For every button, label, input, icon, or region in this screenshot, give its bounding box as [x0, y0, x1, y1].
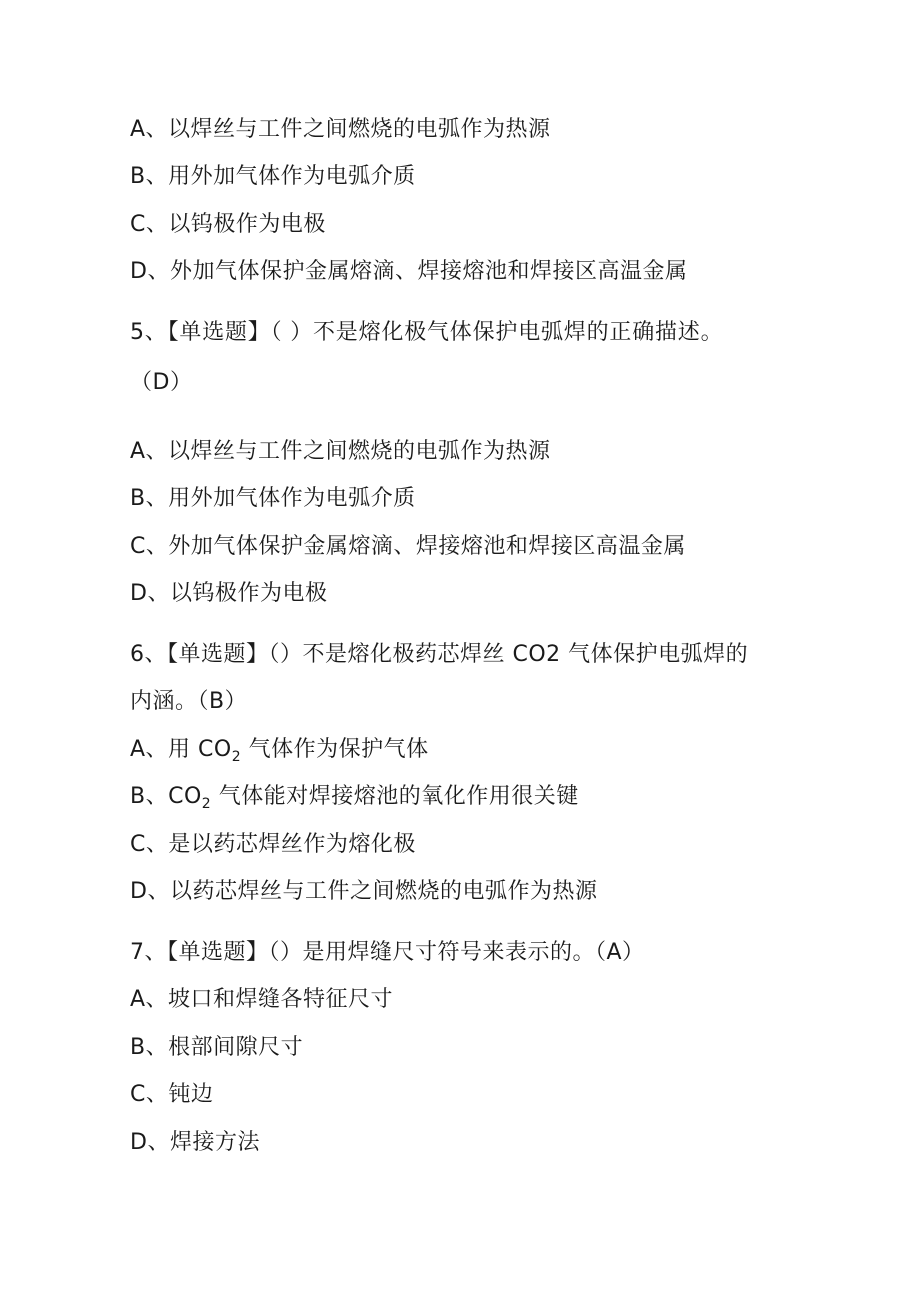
- q5-option-c: C、外加气体保护金属熔滴、焊接熔池和焊接区高温金属: [130, 534, 686, 559]
- q5-option-b: B、用外加气体作为电弧介质: [130, 486, 416, 511]
- q6-option-b: [130, 782, 579, 812]
- q4-option-b: B、用外加气体作为电弧介质: [130, 164, 416, 189]
- q6-stem-line1: 6、【单选题】（）不是熔化极药芯焊丝 CO2 气体保护电弧焊的: [130, 642, 749, 667]
- q6-option-a-post: 气体作为保护气体: [241, 737, 429, 762]
- q6-stem-line2: 内涵。（B）: [130, 689, 248, 714]
- q6-option-a: [130, 735, 429, 765]
- q7-option-b: B、根部间隙尺寸: [130, 1035, 304, 1060]
- q5-answer: （D）: [130, 370, 193, 395]
- q7-option-d: D、焊接方法: [130, 1130, 260, 1155]
- q5-option-d: D、以钨极作为电极: [130, 581, 328, 606]
- q6-option-d: D、以药芯焊丝与工件之间燃烧的电弧作为热源: [130, 879, 598, 904]
- q6-option-a-subscript: 2: [231, 749, 242, 765]
- q5-option-a: A、以焊丝与工件之间燃烧的电弧作为热源: [130, 439, 551, 464]
- q6-option-c: C、是以药芯焊丝作为熔化极: [130, 832, 416, 857]
- q7-stem: 7、【单选题】（）是用焊缝尺寸符号来表示的。（A）: [130, 940, 645, 965]
- q6-option-b-pre: B、CO: [130, 784, 202, 809]
- q6-option-b-post: 气体能对焊接熔池的氧化作用很关键: [211, 784, 579, 809]
- q5-stem-line1: 5、【单选题】（ ）不是熔化极气体保护电弧焊的正确描述。: [130, 320, 724, 345]
- q6-option-a-pre: A、用 CO: [130, 737, 232, 762]
- q4-option-c: C、以钨极作为电极: [130, 212, 326, 237]
- q7-option-a: A、坡口和焊缝各特征尺寸: [130, 987, 394, 1012]
- q7-option-c: C、钝边: [130, 1082, 214, 1107]
- q6-option-b-subscript: 2: [201, 796, 212, 812]
- q4-option-d: D、外加气体保护金属熔滴、焊接熔池和焊接区高温金属: [130, 259, 688, 284]
- q4-option-a: A、以焊丝与工件之间燃烧的电弧作为热源: [130, 117, 551, 142]
